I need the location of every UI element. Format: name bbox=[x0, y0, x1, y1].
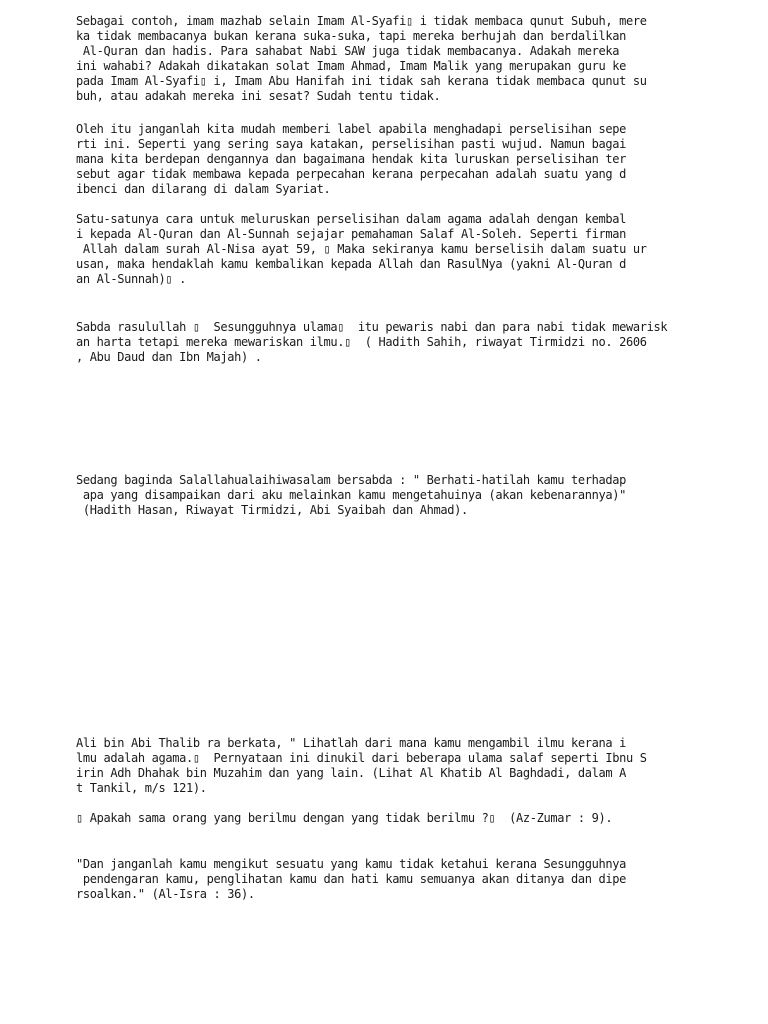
paragraph-al-isra: "Dan janganlah kamu mengikut sesuatu yang kamu tidak ketahui kerana Sesungguhnya pendengaran kamu, penglihatan kamu dan hati kamu semuanya akan ditanya dan dipe rsoalkan." (Al-Isra : 36). bbox=[76, 857, 626, 901]
paragraph-az-zumar: ▯ Apakah sama orang yang berilmu dengan yang tidak berilmu ?▯ (Az-Zumar : 9). bbox=[76, 811, 613, 825]
paragraph-sabda-rasulullah: Sabda rasulullah ▯ Sesungguhnya ulama▯ itu pewaris nabi dan para nabi tidak mewarisk an harta tetapi mereka mewariskan ilmu.▯ ( Hadith Sahih, riwayat Tirmidzi no. 2606 , Abu Daud dan Ibn Majah) . bbox=[76, 320, 668, 364]
paragraph-meluruskan-perselisihan: Satu-satunya cara untuk meluruskan perselisihan dalam agama adalah dengan kembal i kepada Al-Quran dan Al-Sunnah sejajar pemahaman Salaf Al-Soleh. Seperti firman Allah dalam surah Al-Nisa ayat 59, ▯ Maka sekiranya kamu berselisih dalam suatu ur usan, maka hendaklah kamu kembalikan kepada Allah dan RasulNya (yakni Al-Quran d an Al-Sunnah)▯ . bbox=[76, 212, 647, 286]
paragraph-perselisihan: Oleh itu janganlah kita mudah memberi label apabila menghadapi perselisihan sepe rti ini. Seperti yang sering saya katakan, perselisihan pasti wujud. Namun bagai mana kita berdepan dengannya dan bagaimana hendak kita luruskan perselisihan ter sebut agar tidak membawa kepada perpecahan kerana perpecahan adalah suatu yang d ibenci dan dilarang di dalam Syariat. bbox=[76, 122, 626, 196]
paragraph-ali-bin-abi-thalib: Ali bin Abi Thalib ra berkata, " Lihatlah dari mana kamu mengambil ilmu kerana i lmu adalah agama.▯ Pernyataan ini dinukil dari beberapa ulama salaf seperti Ibnu S irin Adh Dhahak bin Muzahim dan yang lain. (Lihat Al Khatib Al Baghdadi, dalam A t Tankil, m/s 121). bbox=[76, 736, 647, 795]
paragraph-berhati-hatilah: Sedang baginda Salallahualaihiwasalam bersabda : " Berhati-hatilah kamu terhadap apa yang disampaikan dari aku melainkan kamu mengetahuinya (akan kebenarannya)" (Hadith Hasan, Riwayat Tirmidzi, Abi Syaibah dan Ahmad). bbox=[76, 473, 626, 517]
paragraph-qunut-subuh: Sebagai contoh, imam mazhab selain Imam Al-Syafi▯ i tidak membaca qunut Subuh, mere ka tidak membacanya bukan kerana suka-suka, tapi mereka berhujah dan berdalilkan Al-Quran dan hadis. Para sahabat Nabi SAW juga tidak membacanya. Adakah mereka ini wahabi? Adakah dikatakan solat Imam Ahmad, Imam Malik yang merupakan guru ke pada Imam Al-Syafi▯ i, Imam Abu Hanifah ini tidak sah kerana tidak membaca qunut su buh, atau adakah mereka ini sesat? Sudah tentu tidak. bbox=[76, 14, 647, 103]
